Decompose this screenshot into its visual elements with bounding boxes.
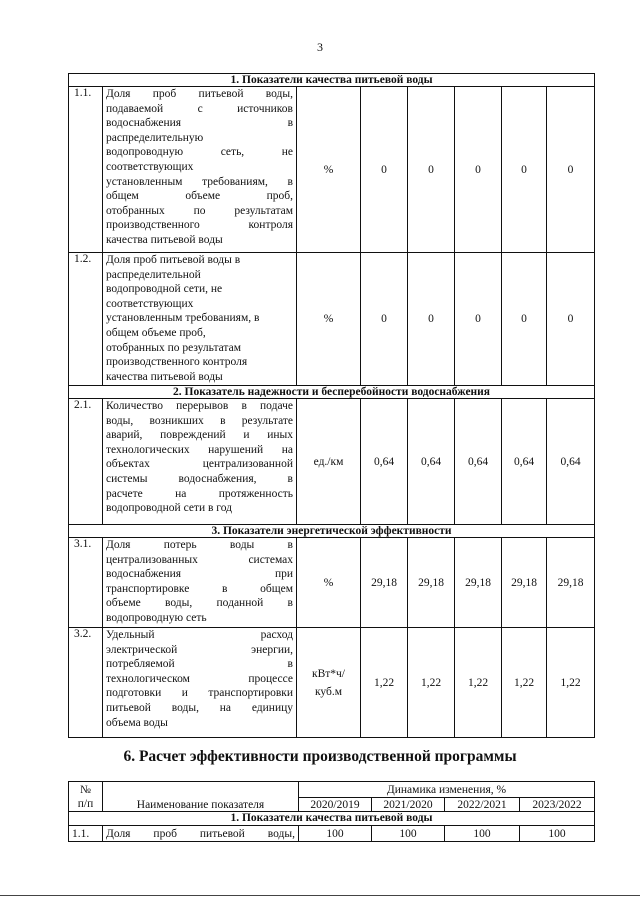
unit-cell: ед./км bbox=[297, 399, 361, 525]
indicator-description bbox=[103, 538, 297, 628]
row-number: 1.2. bbox=[69, 253, 103, 386]
row-number: 1.1. bbox=[69, 87, 103, 253]
value-cell: 0 bbox=[547, 87, 595, 253]
value-cell: 1,22 bbox=[408, 628, 455, 738]
description-line: отобранных по результатам bbox=[106, 341, 241, 354]
description-line: Доля проб питьевой воды в bbox=[106, 254, 241, 266]
description-line: качества питьевой воды bbox=[106, 233, 223, 246]
description-line: объектах централизованной bbox=[106, 458, 293, 471]
value-cell: 0,64 bbox=[361, 399, 408, 525]
dynamics-header: Динамика изменения, % bbox=[299, 782, 595, 798]
section-row: 1. Показатели качества питьевой воды bbox=[69, 74, 595, 87]
description-line: установленным требованиям, в bbox=[106, 312, 260, 325]
table-row bbox=[69, 628, 595, 738]
value-cell: 1,22 bbox=[547, 628, 595, 738]
value-cell: 0 bbox=[547, 253, 595, 386]
description-line: Удельный расход bbox=[106, 629, 293, 641]
description-line: отобранных по результатам bbox=[106, 204, 293, 217]
page-number: 3 bbox=[317, 40, 323, 54]
value-cell: 0,64 bbox=[455, 399, 502, 525]
table-row bbox=[69, 253, 595, 386]
efficiency-table bbox=[68, 781, 595, 842]
value-cell: 1,22 bbox=[502, 628, 547, 738]
description-line: общем объеме проб, bbox=[106, 190, 293, 203]
row-number: 3.1. bbox=[69, 538, 103, 628]
value-cell: 0 bbox=[361, 87, 408, 253]
year-header: 2021/2020 bbox=[372, 798, 445, 812]
description-line: потребляемой в bbox=[106, 658, 293, 671]
section-heading: 6. Расчет эффективности производственной программы bbox=[123, 748, 517, 765]
num-header bbox=[69, 782, 103, 812]
row-number: 1.1. bbox=[69, 826, 103, 842]
description-line: установленным требованиям, в bbox=[106, 175, 293, 188]
value-cell: 29,18 bbox=[361, 538, 408, 628]
table-row bbox=[69, 87, 595, 253]
value-cell: 29,18 bbox=[502, 538, 547, 628]
description-line: аварий, повреждений и иных bbox=[106, 429, 293, 442]
description-line: системы водоснабжения, в bbox=[106, 472, 293, 485]
indicator-description bbox=[103, 628, 297, 738]
value-cell: 100 bbox=[372, 826, 445, 842]
description-line: Количество перерывов в подаче bbox=[106, 400, 293, 412]
unit-cell: % bbox=[297, 253, 361, 386]
num-header-line1: № bbox=[80, 783, 91, 796]
value-cell: 0 bbox=[361, 253, 408, 386]
unit-cell: % bbox=[297, 87, 361, 253]
description-line: объеме воды, поданной в bbox=[106, 597, 293, 610]
description-line: технологическом процессе bbox=[106, 672, 293, 685]
row-number: 2.1. bbox=[69, 399, 103, 525]
value-cell: 100 bbox=[520, 826, 595, 842]
unit-cell: кВт*ч/ куб.м bbox=[297, 628, 361, 738]
value-cell: 0 bbox=[455, 87, 502, 253]
value-cell: 100 bbox=[445, 826, 520, 842]
description-line: соответствующих bbox=[106, 297, 194, 310]
indicator-description bbox=[103, 399, 297, 525]
table-row bbox=[69, 399, 595, 525]
section-row: 3. Показатели энергетической эффективности bbox=[69, 525, 595, 538]
description-line: Доля проб питьевой воды, bbox=[106, 88, 293, 100]
value-cell: 1,22 bbox=[361, 628, 408, 738]
description-line: подготовки и транспортировки bbox=[106, 687, 293, 700]
year-header: 2022/2021 bbox=[445, 798, 520, 812]
value-cell: 0 bbox=[408, 87, 455, 253]
value-cell: 0,64 bbox=[502, 399, 547, 525]
description-line: технологических нарушений на bbox=[106, 443, 293, 456]
section-row: 2. Показатель надежности и бесперебойности водоснабжения bbox=[69, 386, 595, 399]
row-number: 3.2. bbox=[69, 628, 103, 738]
value-cell: 29,18 bbox=[455, 538, 502, 628]
description-line: Доля потерь воды в bbox=[106, 539, 293, 551]
description-line: производственного контроля bbox=[106, 219, 293, 232]
value-cell: 0 bbox=[455, 253, 502, 386]
unit-cell: % bbox=[297, 538, 361, 628]
description-line: общем объеме проб, bbox=[106, 326, 206, 339]
value-cell: 0,64 bbox=[408, 399, 455, 525]
section-row: 1. Показатели качества питьевой воды bbox=[69, 812, 595, 826]
description-line: водоснабжения в bbox=[106, 117, 293, 130]
description-line: водопроводную сеть, не bbox=[106, 146, 293, 159]
indicator-description bbox=[103, 253, 297, 386]
value-cell: 0 bbox=[408, 253, 455, 386]
description-line: водоснабжения при bbox=[106, 568, 293, 581]
description-line: качества питьевой воды bbox=[106, 370, 223, 383]
indicator-description: Доля проб питьевой воды, bbox=[103, 826, 299, 842]
description-line: электрической энергии, bbox=[106, 643, 293, 656]
description-line: транспортировке в общем bbox=[106, 582, 293, 595]
indicator-description bbox=[103, 87, 297, 253]
value-cell: 1,22 bbox=[455, 628, 502, 738]
description-line: распределительную bbox=[106, 131, 204, 144]
description-line: распределительной bbox=[106, 268, 201, 281]
description-line: подаваемой с источников bbox=[106, 102, 293, 115]
value-cell: 29,18 bbox=[547, 538, 595, 628]
description-line: централизованных системах bbox=[106, 553, 293, 566]
year-header: 2020/2019 bbox=[299, 798, 372, 812]
value-cell: 29,18 bbox=[408, 538, 455, 628]
value-cell: 100 bbox=[299, 826, 372, 842]
value-cell: 0 bbox=[502, 253, 547, 386]
description-line: водопроводной сети в год bbox=[106, 502, 232, 515]
indicators-table bbox=[68, 73, 595, 738]
description-line: водопроводной сети, не bbox=[106, 283, 223, 296]
description-line: расчете на протяженность bbox=[106, 487, 293, 500]
table-row bbox=[69, 538, 595, 628]
value-cell: 0,64 bbox=[547, 399, 595, 525]
description-line: производственного контроля bbox=[106, 356, 248, 369]
description-line: воды, возникших в результате bbox=[106, 414, 293, 427]
description-line: питьевой воды, на единицу bbox=[106, 701, 293, 714]
page-bottom-edge bbox=[0, 895, 640, 896]
value-cell: 0 bbox=[502, 87, 547, 253]
description-line: водопроводную сеть bbox=[106, 611, 207, 624]
num-header-line2: п/п bbox=[77, 797, 94, 810]
year-header: 2023/2022 bbox=[520, 798, 595, 812]
name-header: Наименование показателя bbox=[103, 782, 299, 812]
description-line: соответствующих bbox=[106, 160, 194, 173]
description-line: объема воды bbox=[106, 716, 168, 729]
